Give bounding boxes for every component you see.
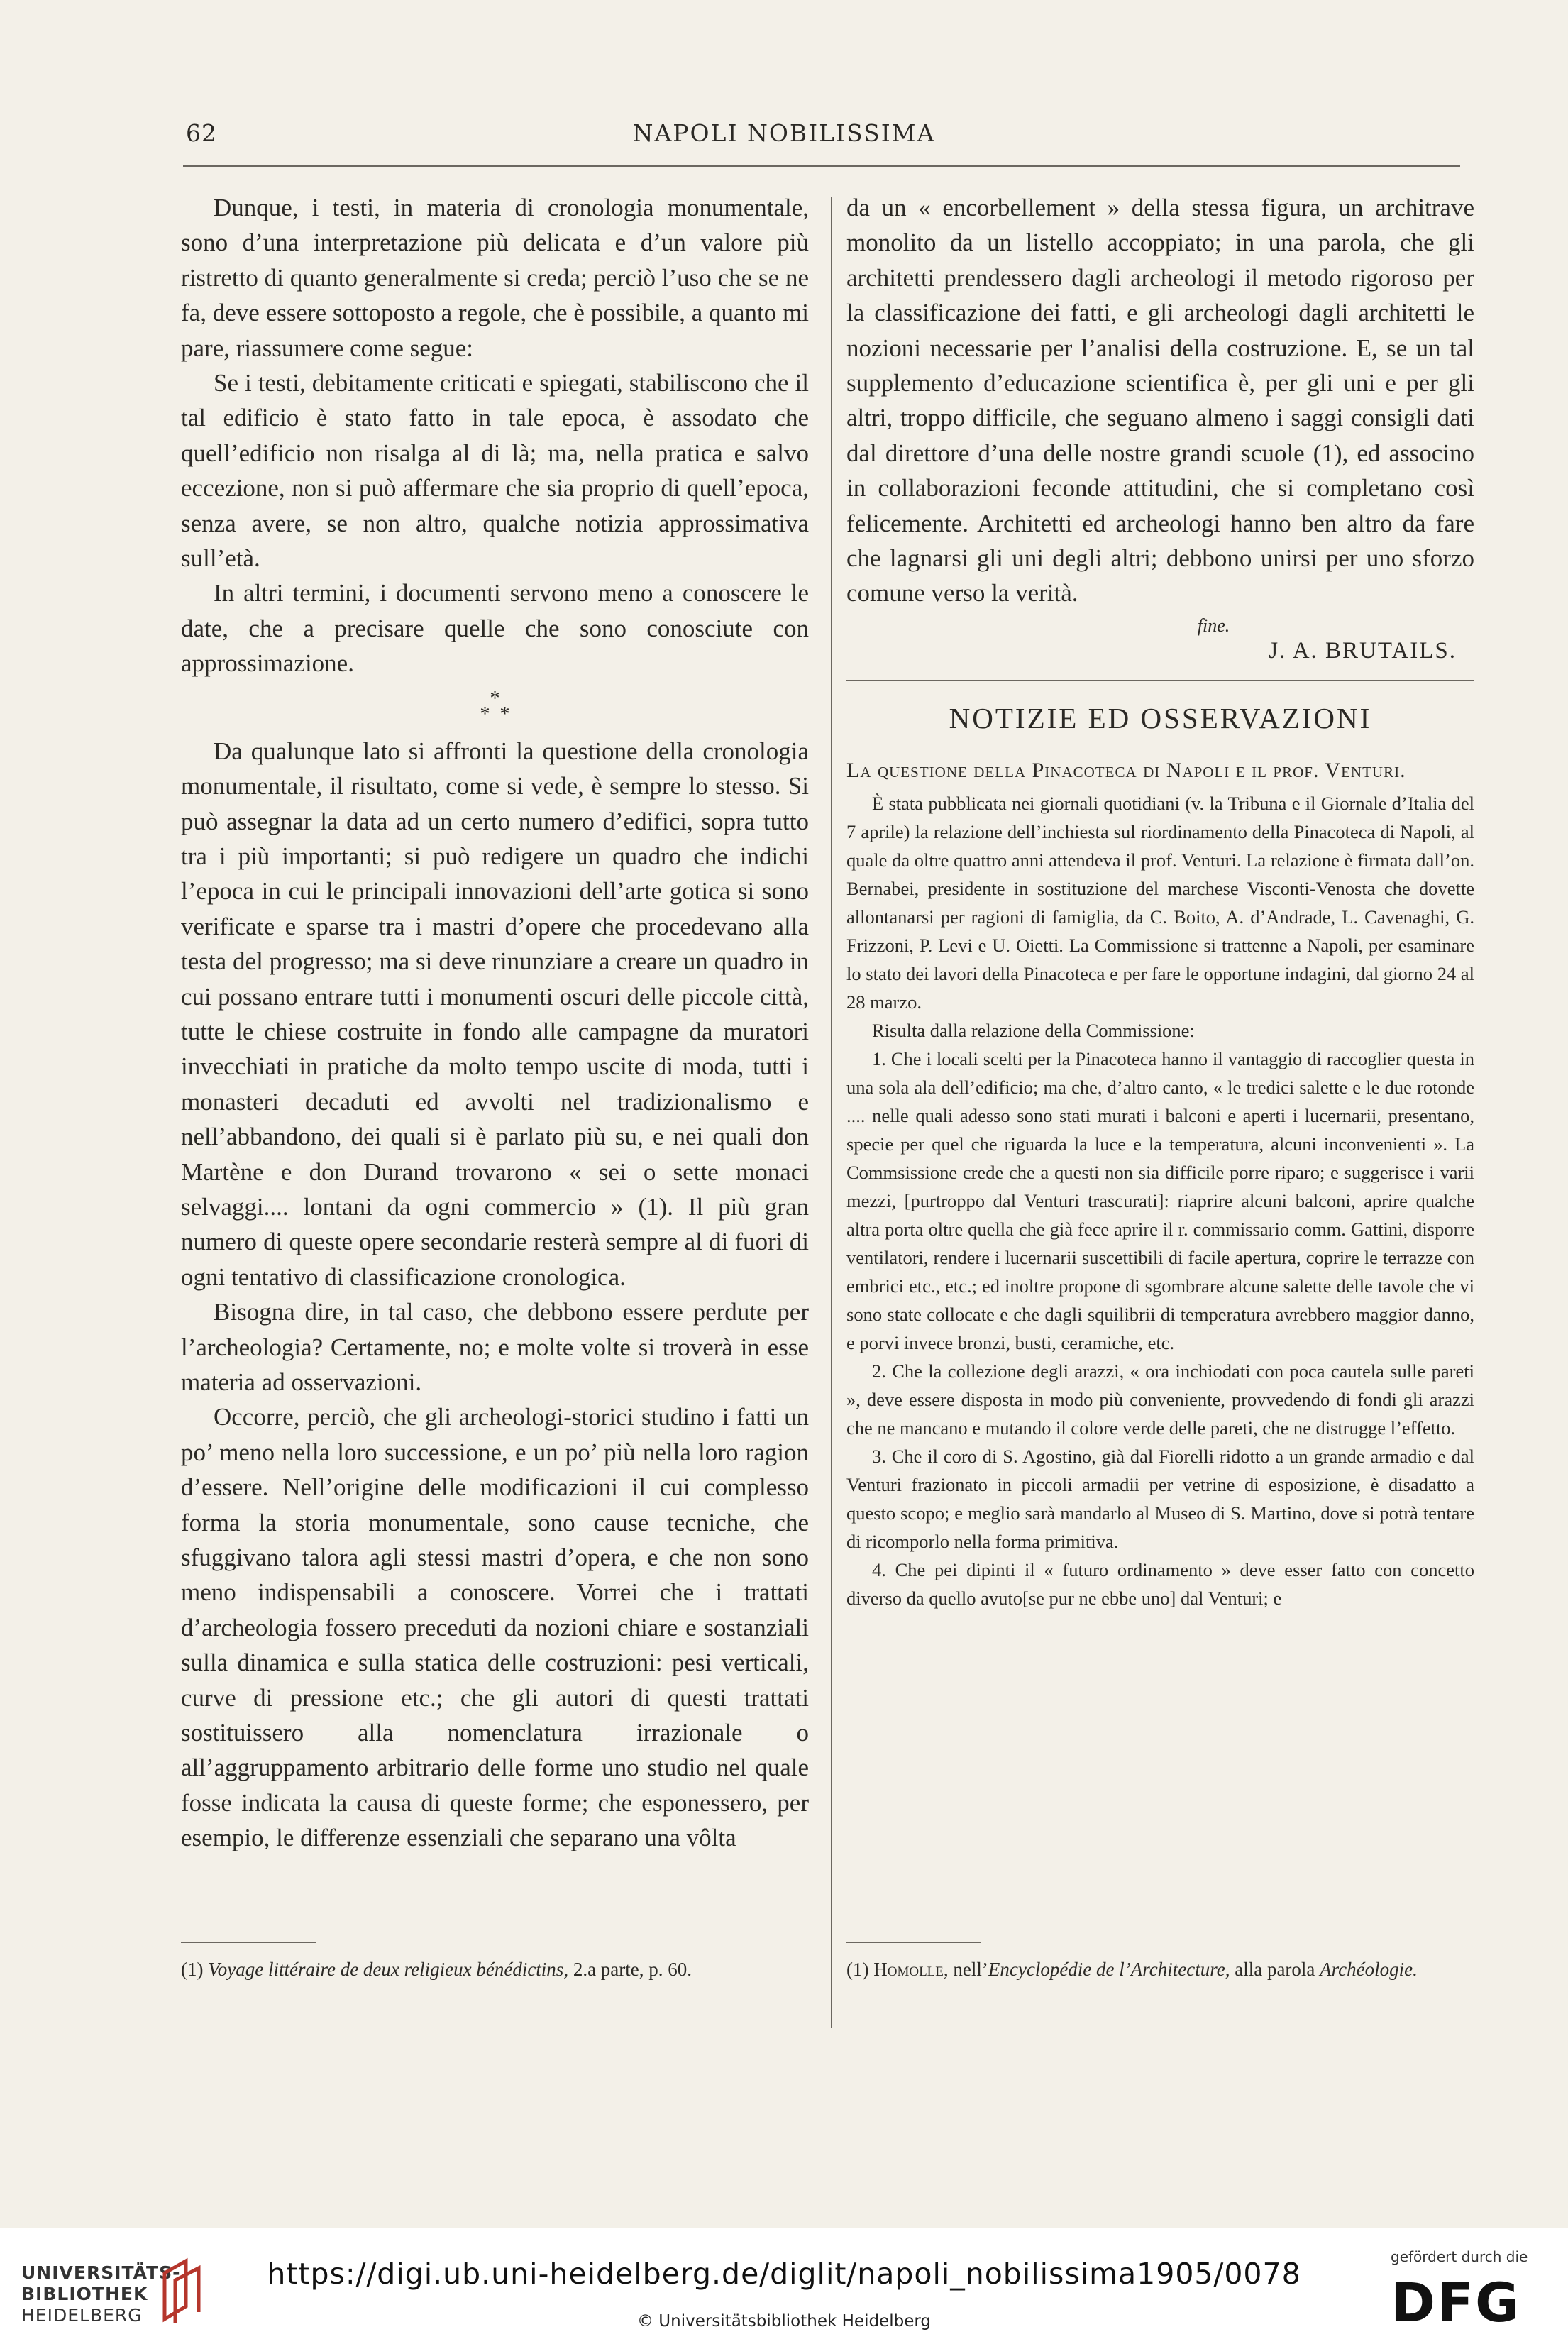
header-rule	[183, 165, 1460, 167]
page-number: 62	[186, 119, 217, 147]
funding-note: gefördert durch die	[1391, 2248, 1528, 2265]
section-break-asterisks: * * *	[480, 687, 510, 725]
running-title: NAPOLI NOBILISSIMA	[632, 119, 936, 147]
note-paragraph: 2. Che la collezione degli arazzi, « ora inchiodati con poca cautela sulle pareti », deve essere disposta in modo più conveniente, provvedendo di fondi gli arazzi che ne mancano e mutando il colore verde delle pareti, che ne distrugge l’effetto.	[846, 1360, 1474, 1438]
copyright-notice: © Universitätsbibliothek Heidelberg	[636, 2312, 931, 2331]
library-name-line3: HEIDELBERG	[21, 2305, 143, 2326]
footnote-ref: 2.a parte, p. 60.	[573, 1959, 692, 1980]
footnote-mid: alla parola	[1235, 1959, 1315, 1980]
footnote-rule	[181, 1942, 316, 1943]
note-paragraph: 3. Che il coro di S. Agostino, già dal Fiorelli ridotto a un grande armadio e dal Venturi frazionato in piccoli armadii per vetrine di esposizione, è disadatto a questo scopo; e meglio sarà mandarlo al Museo di S. Martino, dove si potrà tentare di ricomporlo nella forma primitiva.	[846, 1445, 1474, 1552]
note-paragraph: È stata pubblicata nei giornali quotidiani (v. la Tribuna e il Giornale d’Italia del 7 aprile) la relazione dell’inchiesta sul riordinamento della Pinacoteca di Napoli, al quale da oltre quattro anni attendeva il prof. Venturi. La relazione è firmata dall’on. Bernabei, presidente in sostituzione del marchese Visconti-Venosta che dovette allontanarsi per ragioni di famiglia, da C. Boito, A. d’Andrade, L. Cavenaghi, G. Frizzoni, P. Levi e U. Oietti. La Commissione si trattenne a Napoli, per esaminare lo stato dei lavori della Pinacoteca e per fare le opportune indagini, dal giorno 24 al 28 marzo.	[846, 792, 1474, 1013]
author-signature: J. A. BRUTAILS.	[1269, 637, 1457, 664]
paragraph: da un « encorbellement » della stessa figura, un architrave monolito da un listello accoppiato; in una parola, che gli architetti prendessero dagli archeologi il metodo rigoroso per la classificazione dei fatti, e gli archeologi dagli architetti le nozioni necessarie per l’analisi della costruzione. E, se un tal supplemento d’educazione scientifica è, per gli uni e per gli altri, troppo difficile, che seguano almeno i saggi consigli dati dal direttore d’una delle nostre grandi scuole (1), ed associno in collaborazioni feconde attitudini, che si completano così felicemente. Architetti ed archeologi hanno ben altro da fare che lagnarsi gli uni degli altri; debbono unirsi per uno sforzo comune verso la verità.	[846, 194, 1474, 607]
footnote-title: Voyage littéraire de deux religieux bénédictins,	[208, 1959, 569, 1980]
permalink-url[interactable]: https://digi.ub.uni-heidelberg.de/diglit/napoli_nobilissima1905/0078	[267, 2257, 1301, 2291]
right-body	[846, 190, 1474, 611]
footnote-author: Homolle,	[873, 1959, 949, 1980]
left-column	[181, 190, 809, 1856]
paragraph: Dunque, i testi, in materia di cronologia monumentale, sono d’una interpretazione più delicata e d’un valore più ristretto di quanto generalmente si creda; perciò l’uso che se ne fa, deve essere sottoposto a regole, che è possibile, a quanto mi pare, riassumere come segue:	[181, 194, 809, 362]
paragraph: Se i testi, debitamente criticati e spiegati, stabiliscono che il tal edificio è stato fatto in tale epoca, è assodato che quell’edificio non risalga al di là; ma, nella pratica e salvo eccezione, non si può affermare che sia proprio di quell’epoca, senza avere, se non altro, qualche notizia approssimativa sull’età.	[181, 369, 809, 573]
right-footnote-area	[846, 1942, 1474, 1983]
paragraph: Occorre, perciò, che gli archeologi-storici studino i fatti un po’ meno nella loro successione, e un po’ più nella loro ragion d’essere. Nell’origine delle modificazioni il cui complesso forma la storia monumentale, sono cause tecniche, che sfuggivano talora agli stessi mastri d’opera, e che non sono meno indispensabili a conoscere. Vorrei che i trattati d’archeologia fossero preceduti da nozioni chiare e sostanziali sulla dinamica e sulla statica delle costruzioni: pesi verticali, curve di pressione etc.; che gli autori di questi trattati sostituissero alla nomenclatura irrazionale o all’aggruppamento arbitrario delle forme uno studio nel quale fosse indicata la causa di queste forme; che esponessero, per esempio, le differenze essenziali che separano una vôlta	[181, 1403, 809, 1852]
column-divider	[831, 197, 832, 2028]
dfg-logo[interactable]: DFG	[1391, 2271, 1521, 2334]
library-name-line2: BIBLIOTHEK	[21, 2284, 148, 2304]
left-footnote	[181, 1956, 809, 1983]
footnote-work: Encyclopédie de l’Architecture,	[988, 1959, 1230, 1980]
library-name-line1: UNIVERSITÄTS-	[21, 2262, 181, 2283]
right-footnote	[846, 1956, 1474, 1983]
section-title: NOTIZIE ED OSSERVAZIONI	[949, 701, 1372, 734]
note-paragraph: 4. Che pei dipinti il « futuro ordinamento » deve esser fatto con concetto diverso da quello avuto[se pur ne ebbe uno] dal Venturi; e	[846, 1558, 1474, 1609]
subheading: La questione della Pinacoteca di Napoli e il prof. Venturi.	[846, 758, 1406, 782]
paragraph: Bisogna dire, in tal caso, che debbono essere perdute per l’archeologia? Certamente, no; e molte volte si troverà in esse materia ad osservazioni.	[181, 1298, 809, 1396]
footnote-word: Archéologie.	[1320, 1959, 1418, 1980]
notes-body	[846, 789, 1474, 1612]
right-column	[846, 190, 1474, 1612]
footnote-number: (1)	[181, 1959, 204, 1980]
note-paragraph: Risulta dalla relazione della Commissione:	[872, 1019, 1195, 1041]
section-rule	[846, 680, 1474, 681]
footnote-rule	[846, 1942, 981, 1943]
footnote-number: (1)	[846, 1959, 869, 1980]
fine-mark: fine.	[1197, 615, 1230, 636]
viewer-footer	[0, 2228, 1568, 2344]
paragraph: Da qualunque lato si affronti la questione della cronologia monumentale, il risultato, come si vede, è sempre lo stesso. Si può assegnar la data ad un certo numero d’edifici, sopra tutto tra i più importanti; si può redigere un quadro che indichi l’epoca in cui le principali innovazioni dell’arte gotica si sono verificate e sparse tra i mastri d’opere che procedevano alla testa del progresso; ma si deve rinunziare a creare un quadro in cui possano entrare tutti i monumenti oscuri delle piccole città, tutte le chiese costruite in fondo alle campagne da muratori invecchiati in pratiche da molto tempo uscite di moda, tutti i monasteri decaduti ed avvolti nel tradizionalismo e nell’abbandono, dei quali si è parlato più su, e nei quali don Martène e don Durand trovarono « sei o sette monaci selvaggi.... lontani da ogni commercio » (1). Il più gran numero di queste opere secondarie resterà sempre al di fuori di ogni tentativo di classificazione cronologica.	[181, 737, 809, 1291]
footnote-prefix: nell’	[953, 1959, 988, 1980]
left-footnote-area	[181, 1942, 809, 1983]
left-body	[181, 190, 809, 1856]
paragraph: In altri termini, i documenti servono meno a conoscere le date, che a precisare quelle che sono conosciute con approssimazione.	[181, 579, 809, 678]
note-paragraph: 1. Che i locali scelti per la Pinacoteca hanno il vantaggio di raccoglier questa in una sola ala dell’edificio; ma che, d’altro canto, « le tredici salette e le due rotonde .... nelle quali adesso sono stati murati i balconi e aperti i lucernarii, presentano, specie per quel che riguarda la luce e la temperatura, alcuni inconvenienti ». La Commsissione crede che a questi non sia difficile porre riparo; e suggerisce i varii mezzi, [purtroppo dal Venturi trascurati]: riaprire alcuni balconi, aprire qualche altra porta oltre quella che già fece aprire il r. commissario comm. Gattini, disporre ventilatori, rendere i lucernarii suscettibili di facile apertura, coprire le terrazze con embrici etc., etc.; ed inoltre propone di sgombrare alcune salette delle tavole che vi sono state collocate e che dagli squilibrii di temperatura avrebbero maggior danno, e porvi invece bronzi, busti, ceramiche, etc.	[846, 1047, 1474, 1353]
